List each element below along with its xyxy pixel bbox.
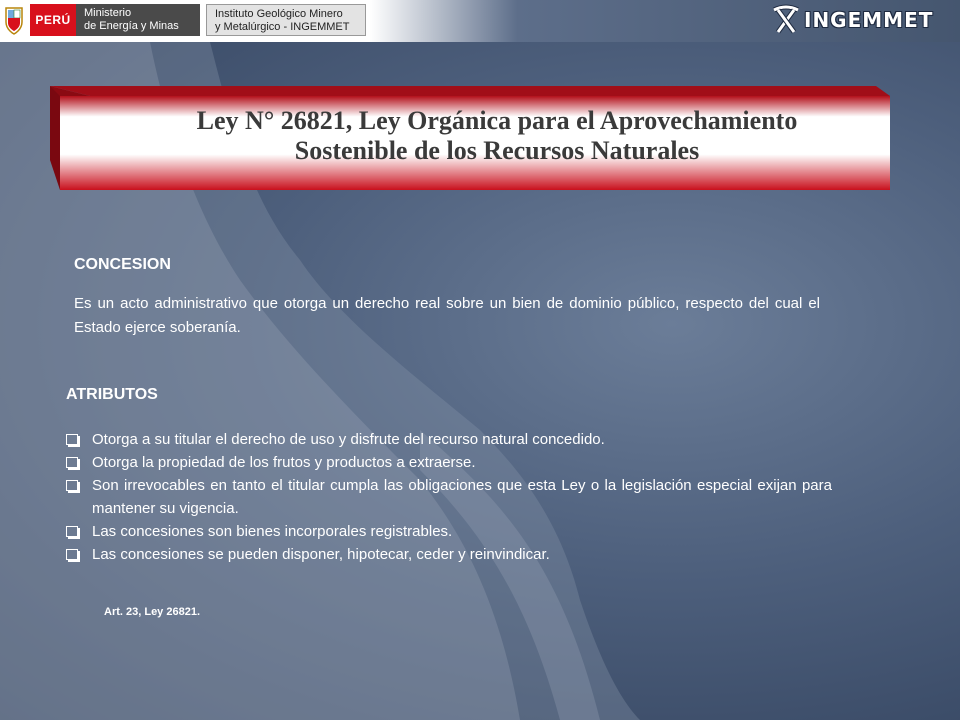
- header-bar: [0, 0, 960, 42]
- ministry-label: [76, 4, 200, 36]
- list-item-text: Las concesiones se pueden disponer, hipotecar, ceder y reinvindicar.: [92, 546, 550, 563]
- atributos-list: [66, 428, 832, 566]
- reference-note: Art. 23, Ley 26821.: [104, 606, 201, 618]
- ingemmet-brand-text: INGEMMET: [804, 8, 934, 32]
- ingemmet-logo: [770, 4, 933, 36]
- ministry-line2: de Energía y Minas: [84, 20, 179, 32]
- ministry-line1: Ministerio: [84, 7, 132, 19]
- list-item-text: Las concesiones son bienes incorporales registrables.: [92, 523, 453, 540]
- list-item-text: Otorga a su titular el derecho de uso y disfrute del recurso natural concedido.: [92, 431, 605, 448]
- title-banner: [50, 86, 890, 190]
- list-item: [66, 543, 832, 566]
- title-line2: Sostenible de los Recursos Naturales: [294, 136, 700, 165]
- list-item: [66, 474, 832, 520]
- institute-line1: Instituto Geológico Minero: [215, 8, 343, 20]
- pickaxe-icon: [770, 4, 802, 36]
- coat-of-arms-icon: [4, 4, 24, 36]
- concesion-heading: CONCESION: [74, 256, 171, 273]
- list-item-text: Son irrevocables en tanto el titular cumpla las obligaciones que esta Ley o la legislación especial exijan para mantener su vigencia.: [92, 477, 832, 517]
- checkbox-bullet-icon: [66, 480, 78, 491]
- list-item: [66, 451, 832, 474]
- checkbox-bullet-icon: [66, 549, 78, 560]
- list-item: [66, 428, 832, 451]
- list-item: [66, 520, 832, 543]
- institute-label: [206, 4, 366, 36]
- peru-label: PERÚ: [30, 4, 76, 36]
- checkbox-bullet-icon: [66, 434, 78, 445]
- list-item-text: Otorga la propiedad de los frutos y productos a extraerse.: [92, 454, 476, 471]
- checkbox-bullet-icon: [66, 457, 78, 468]
- checkbox-bullet-icon: [66, 526, 78, 537]
- title-line1: Ley N° 26821, Ley Orgánica para el Aprovechamiento: [196, 106, 798, 135]
- atributos-heading: ATRIBUTOS: [66, 386, 158, 403]
- concesion-text: Es un acto administrativo que otorga un derecho real sobre un bien de dominio público, respecto del cual el Estado ejerce soberanía.: [74, 295, 820, 336]
- institute-line2: y Metalúrgico - INGEMMET: [215, 21, 350, 33]
- page-title: [112, 106, 882, 166]
